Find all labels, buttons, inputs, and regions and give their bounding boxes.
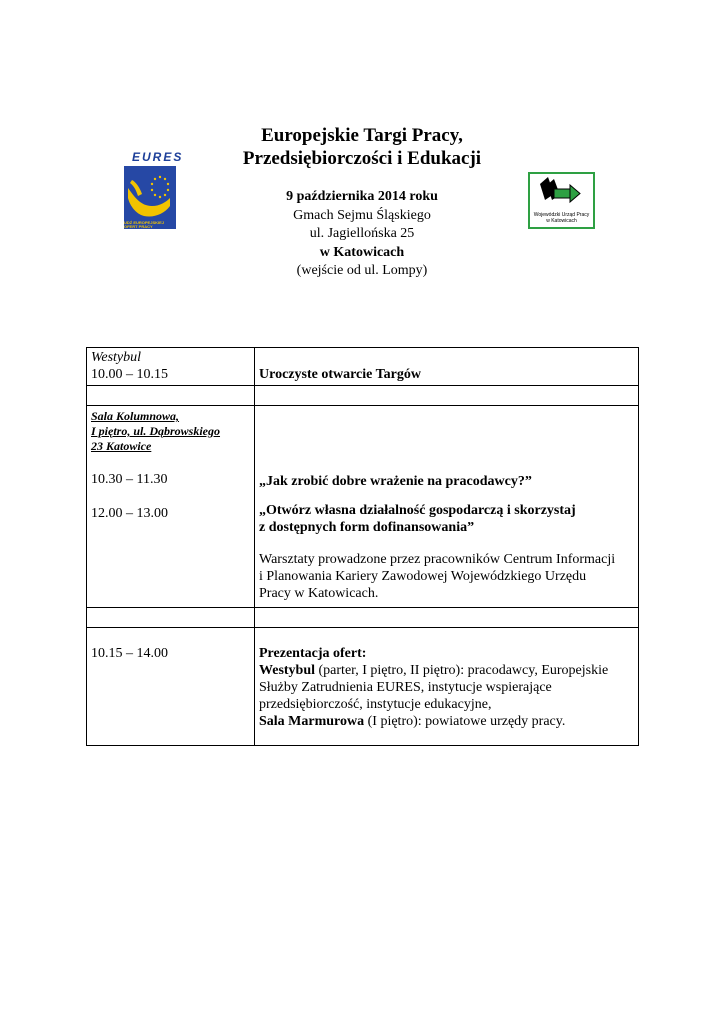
schedule-cell-event [255, 628, 639, 746]
offers-westybul-line-3: przedsiębiorczość, instytucje edukacyjne, [259, 697, 492, 712]
event-building: Gmach Sejmu Śląskiego [293, 207, 431, 223]
workshop-note-line-1: Warsztaty prowadzone przez pracowników Centrum Informacji [259, 552, 616, 567]
table-row-spacer [87, 386, 639, 406]
offers-westybul-line-2: Służby Zatrudnienia EURES, instytucje wspierające [259, 680, 552, 695]
eures-logo-word: EURES [132, 150, 184, 164]
venue-line-1: Sala Kolumnowa, [91, 409, 180, 423]
workshop-title-2-line-1: „Otwórz własna działalność gospodarczą i skorzystaj [259, 503, 576, 518]
title-line-2: Przedsiębiorczości i Edukacji [242, 148, 482, 169]
title-line-1: Europejskie Targi Pracy, [261, 125, 463, 146]
schedule-time: 10.00 – 10.15 [91, 367, 168, 382]
workshop-title-2-line-2: z dostępnych form dofinansowania” [259, 520, 475, 535]
offers-heading: Prezentacja ofert: [259, 646, 367, 661]
event-date: 9 października 2014 roku [286, 189, 438, 204]
eures-logo-caption: UDŹ EUROPEJSKIEJ OFERT PRACY [124, 220, 165, 229]
schedule-time-1: 10.30 – 11.30 [91, 472, 168, 487]
workshop-note-line-3: Pracy w Katowicach. [259, 586, 379, 601]
schedule-place: Westybul [91, 350, 142, 365]
table-row-spacer [87, 608, 639, 628]
schedule-cell-time [87, 406, 255, 608]
workshop-note-line-2: i Planowania Kariery Zawodowej Wojewódzkiego Urzędu [259, 569, 587, 584]
workshop-title-1: „Jak zrobić dobre wrażenie na pracodawcy?” [259, 474, 532, 489]
event-details [0, 188, 724, 281]
venue-line-2: I piętro, ul. Dąbrowskiego [91, 424, 221, 438]
schedule-time: 10.15 – 14.00 [91, 646, 168, 661]
event-street: ul. Jagiellońska 25 [309, 226, 415, 241]
venue-line-3: 23 Katowice [91, 439, 152, 453]
offers-marmur-label: Sala Marmurowa [259, 714, 365, 729]
offers-marmur-line: Sala Marmurowa (I piętro): powiatowe urzędy pracy. [259, 714, 566, 729]
document-title [0, 124, 724, 170]
schedule-cell-time [87, 628, 255, 746]
schedule-cell-event [255, 348, 639, 386]
table-row [87, 406, 639, 608]
table-row [87, 628, 639, 746]
event-entrance: (wejście od ul. Lompy) [296, 263, 428, 278]
wup-logo-caption: Wojewódzki Urząd Pracy w Katowicach [533, 212, 590, 224]
schedule-event: Uroczyste otwarcie Targów [259, 367, 421, 382]
schedule-table [86, 347, 639, 746]
table-row [87, 348, 639, 386]
schedule-cell-event [255, 406, 639, 608]
offers-westybul-line-1: Westybul (parter, I piętro, II piętro): pracodawcy, Europejskie [259, 663, 609, 678]
offers-westybul-label: Westybul [259, 663, 316, 678]
schedule-time-2: 12.00 – 13.00 [91, 506, 168, 521]
schedule-cell-time [87, 348, 255, 386]
event-city: w Katowicach [319, 244, 405, 260]
